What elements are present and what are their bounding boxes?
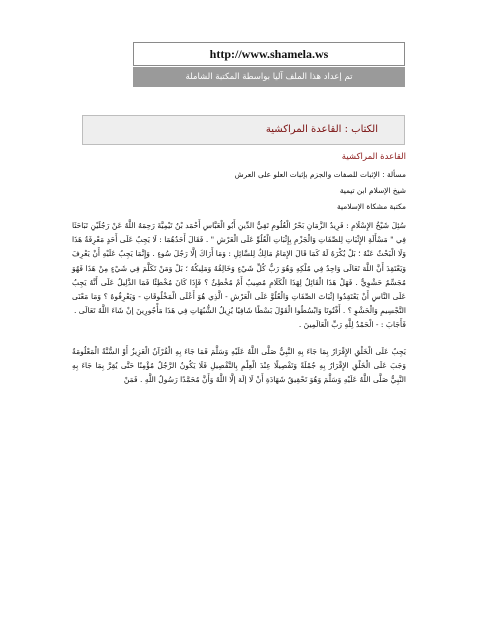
question-line: مسألة : الإثبات للصفات والجزم بإثبات العلو على العرش [234, 170, 406, 179]
document-body [72, 219, 406, 387]
paragraph-spacer [72, 333, 406, 345]
answer-line: فَأَجَابَ : - الْحَمْدُ لِلَّهِ رَبِّ الْعَالَمِينَ . [298, 320, 406, 330]
book-title-box [82, 115, 405, 145]
question-paragraph: سُئِلَ شَيْخُ الإِسْلَامِ : فَرِيدُ الزَّمَانِ بَحْرُ الْعُلُومِ تَقِيُّ الدِّينِ أَبُو الْعَبَّاسِ أَحْمَد بْنُ تَيْمِيَّةَ رَحِمَهُ اللَّهُ عَنْ رَجُلَيْنِ تَبَاحَثَا فِي " مَسْأَلَةِ الإِثْبَاتِ لِلصِّفَاتِ وَالْجَزْمِ بِإِثْبَاتِ الْعُلُوِّ عَلَى الْعَرْشِ " . فَقَالَ أَحَدُهُمَا : لَا يَجِبُ عَلَى أَحَدٍ مَعْرِفَةُ هَذَا وَلَا الْبَحْثُ عَنْهُ ؛ بَلْ يُكْرَهُ لَهُ كَمَا قَالَ الإِمَامُ مَالِكٌ لِلسَّائِلِ : وَمَا أَرَاكَ إلَّا رَجُلَ سُوءٍ . وَإِنَّمَا يَجِبُ عَلَيْهِ أَنْ يَعْرِفَ وَيَعْتَقِدَ أَنَّ اللَّهَ تَعَالَى وَاحِدٌ فِي مُلْكِهِ وَهُوَ رَبُّ كُلِّ شَيْءٍ وَخَالِقُهُ وَمَلِيكُهُ ؛ بَلْ وَمَنْ تَكَلَّمَ فِي شَيْءٍ مِنْ هَذَا فَهُوَ مُجَسِّمٌ حَشْوِيٌّ . فَهَلْ هَذَا الْقَائِلُ لِهَذَا الْكَلَامِ مُصِيبٌ أَمْ مُخْطِئٌ ؟ فَإِذَا كَانَ مُخْطِئًا فَمَا الدَّلِيلُ عَلَى أَنَّهُ يَجِبُ عَلَى النَّاسِ أَنْ يَعْتَقِدُوا إثْبَاتَ الصِّفَاتِ وَالْعُلُوَّ عَلَى الْعَرْشِ - الَّذِي هُوَ أَعْلَى الْمَخْلُوقَاتِ - وَيَعْرِفُوهُ ؟ وَمَا مَعْنَى التَّجْسِيمِ وَالْحَشْوِ ؟ . أَفْتُونَا وَابْسُطُوا الْقَوْلَ بَسْطًا شَافِيًا يُزِيلُ الشُّبُهَاتِ فِي هَذَا مَأْجُورِينَ إنْ شَاءَ اللَّهُ تَعَالَى . [72, 221, 406, 316]
source-line: مكتبة مشكاة الإسلامية [337, 202, 406, 211]
generation-banner: تم إعداد هذا الملف آليا بواسطة المكتبة الشاملة [133, 67, 405, 87]
book-title: الكتاب : القاعدة المراكشية [265, 124, 378, 135]
document-heading: القاعدة المراكشية [341, 152, 406, 162]
document-content [72, 150, 406, 387]
answer-paragraph: يَجِبُ عَلَى الْخَلْقِ الإِقْرَارُ بِمَا جَاءَ بِهِ النَّبِيُّ صَلَّى اللَّهُ عَلَيْهِ وَسَلَّمَ فَمَا جَاءَ بِهِ الْقُرْآنُ الْعَزِيزُ أَوْ السُّنَّةُ الْمَعْلُومَةُ وَجَبَ عَلَى الْخَلْقِ الإِقْرَارُ بِهِ جُمْلَةً وَتَفْصِيلًا عِنْدَ الْعِلْمِ بِالتَّفْصِيلِ فَلَا يَكُونُ الرَّجُلُ مُؤْمِنًا حَتَّى يُقِرَّ بِمَا جَاءَ بِهِ النَّبِيُّ صَلَّى اللَّهُ عَلَيْهِ وَسَلَّمَ وَهُوَ تَحْقِيقُ شَهَادَةِ أَنْ لَا إلَهَ إلَّا اللَّهُ وَأَنَّ مُحَمَّدًا رَسُولُ اللَّهِ . فَمَنْ [72, 346, 406, 385]
author-line: شيخ الإسلام ابن تيمية [339, 186, 406, 195]
site-url: http://www.shamela.ws [133, 42, 405, 66]
